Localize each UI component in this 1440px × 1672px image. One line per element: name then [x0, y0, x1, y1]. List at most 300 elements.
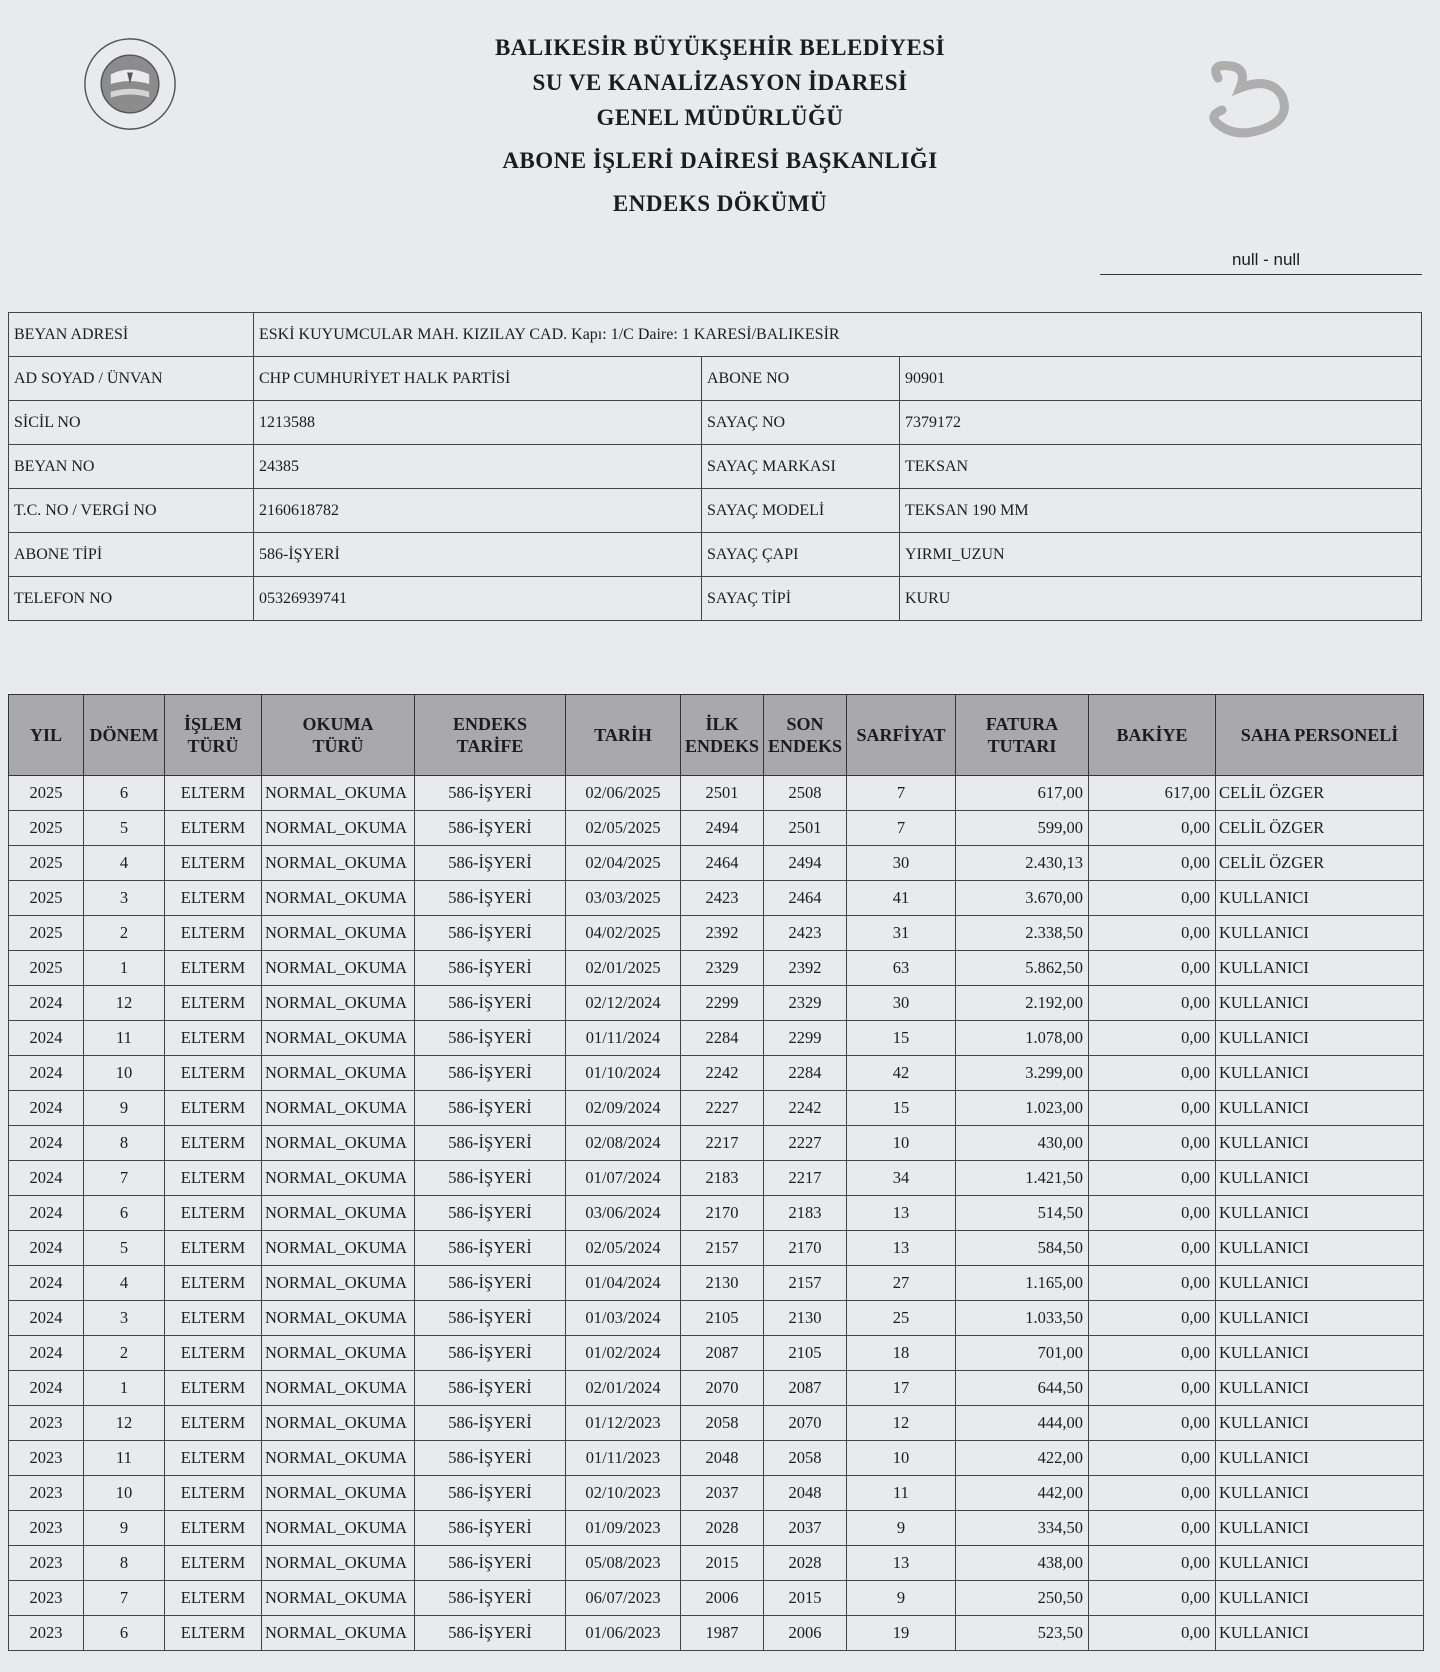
cell-invoice-amount: 3.670,00 — [956, 881, 1089, 916]
cell-reading-type: NORMAL_OKUMA — [262, 1091, 415, 1126]
cell-tariff: 586-İŞYERİ — [415, 1021, 566, 1056]
cell-tariff: 586-İŞYERİ — [415, 1196, 566, 1231]
cell-date: 05/08/2023 — [566, 1546, 681, 1581]
cell-last-index: 2157 — [764, 1266, 847, 1301]
cell-reading-type: NORMAL_OKUMA — [262, 1126, 415, 1161]
cell-consumption: 34 — [847, 1161, 956, 1196]
cell-invoice-amount: 1.078,00 — [956, 1021, 1089, 1056]
cell-reading-type: NORMAL_OKUMA — [262, 1406, 415, 1441]
table-row — [9, 1476, 1424, 1511]
cell-consumption: 7 — [847, 776, 956, 811]
cell-consumption: 9 — [847, 1511, 956, 1546]
table-row — [9, 1056, 1424, 1091]
cell-period: 9 — [84, 1091, 165, 1126]
col-header-operation-type: İŞLEM TÜRÜ — [165, 695, 262, 776]
cell-invoice-amount: 599,00 — [956, 811, 1089, 846]
cell-reading-type: NORMAL_OKUMA — [262, 1616, 415, 1651]
cell-reading-type: NORMAL_OKUMA — [262, 881, 415, 916]
cell-year: 2024 — [9, 1126, 84, 1161]
cell-reading-type: NORMAL_OKUMA — [262, 1196, 415, 1231]
info-value: 586-İŞYERİ — [254, 533, 702, 577]
cell-operation-type: ELTERM — [165, 1056, 262, 1091]
info-value: KURU — [900, 577, 1422, 621]
cell-reading-type: NORMAL_OKUMA — [262, 951, 415, 986]
header-line-municipality: BALIKESİR BÜYÜKŞEHİR BELEDİYESİ — [494, 35, 946, 60]
info-value: 05326939741 — [254, 577, 702, 621]
cell-operation-type: ELTERM — [165, 1196, 262, 1231]
cell-balance: 0,00 — [1089, 1476, 1216, 1511]
cell-consumption: 13 — [847, 1196, 956, 1231]
cell-last-index: 2037 — [764, 1511, 847, 1546]
cell-operation-type: ELTERM — [165, 1441, 262, 1476]
col-header-year: YIL — [9, 695, 84, 776]
cell-year: 2024 — [9, 1371, 84, 1406]
cell-consumption: 30 — [847, 846, 956, 881]
cell-operation-type: ELTERM — [165, 1546, 262, 1581]
cell-reading-type: NORMAL_OKUMA — [262, 776, 415, 811]
info-label: SAYAÇ ÇAPI — [702, 533, 900, 577]
col-header-balance: BAKİYE — [1089, 695, 1216, 776]
info-value: 2160618782 — [254, 489, 702, 533]
info-value: 24385 — [254, 445, 702, 489]
cell-tariff: 586-İŞYERİ — [415, 1056, 566, 1091]
cell-tariff: 586-İŞYERİ — [415, 1511, 566, 1546]
info-label: BEYAN ADRESİ — [9, 313, 254, 357]
cell-first-index: 2087 — [681, 1336, 764, 1371]
cell-date: 02/01/2024 — [566, 1371, 681, 1406]
cell-last-index: 2508 — [764, 776, 847, 811]
cell-tariff: 586-İŞYERİ — [415, 1301, 566, 1336]
info-value: ESKİ KUYUMCULAR MAH. KIZILAY CAD. Kapı: 1/C Daire: 1 KARESİ/BALIKESİR — [254, 313, 1422, 357]
header-line-directorate: GENEL MÜDÜRLÜĞÜ — [596, 105, 844, 130]
cell-balance: 0,00 — [1089, 1301, 1216, 1336]
cell-invoice-amount: 514,50 — [956, 1196, 1089, 1231]
cell-year: 2024 — [9, 1266, 84, 1301]
cell-consumption: 18 — [847, 1336, 956, 1371]
cell-date: 02/08/2024 — [566, 1126, 681, 1161]
cell-year: 2024 — [9, 1091, 84, 1126]
cell-year: 2024 — [9, 1196, 84, 1231]
cell-year: 2023 — [9, 1581, 84, 1616]
cell-tariff: 586-İŞYERİ — [415, 1406, 566, 1441]
cell-period: 7 — [84, 1161, 165, 1196]
cell-consumption: 10 — [847, 1126, 956, 1161]
cell-reading-type: NORMAL_OKUMA — [262, 846, 415, 881]
document-header — [0, 30, 1440, 221]
cell-period: 7 — [84, 1581, 165, 1616]
cell-tariff: 586-İŞYERİ — [415, 951, 566, 986]
table-row — [9, 1441, 1424, 1476]
cell-consumption: 30 — [847, 986, 956, 1021]
cell-operation-type: ELTERM — [165, 951, 262, 986]
info-row — [9, 401, 1422, 445]
cell-invoice-amount: 5.862,50 — [956, 951, 1089, 986]
cell-field-staff: KULLANICI — [1216, 1616, 1424, 1651]
cell-operation-type: ELTERM — [165, 1511, 262, 1546]
cell-field-staff: KULLANICI — [1216, 951, 1424, 986]
info-row — [9, 445, 1422, 489]
cell-invoice-amount: 1.421,50 — [956, 1161, 1089, 1196]
cell-tariff: 586-İŞYERİ — [415, 916, 566, 951]
cell-reading-type: NORMAL_OKUMA — [262, 1511, 415, 1546]
cell-first-index: 2501 — [681, 776, 764, 811]
cell-tariff: 586-İŞYERİ — [415, 881, 566, 916]
cell-operation-type: ELTERM — [165, 846, 262, 881]
table-row — [9, 1266, 1424, 1301]
cell-invoice-amount: 442,00 — [956, 1476, 1089, 1511]
cell-last-index: 2048 — [764, 1476, 847, 1511]
cell-consumption: 19 — [847, 1616, 956, 1651]
col-header-reading-type: OKUMA TÜRÜ — [262, 695, 415, 776]
cell-date: 03/06/2024 — [566, 1196, 681, 1231]
cell-date: 02/04/2025 — [566, 846, 681, 881]
cell-reading-type: NORMAL_OKUMA — [262, 1231, 415, 1266]
cell-field-staff: KULLANICI — [1216, 1126, 1424, 1161]
cell-first-index: 2037 — [681, 1476, 764, 1511]
cell-first-index: 2058 — [681, 1406, 764, 1441]
cell-last-index: 2392 — [764, 951, 847, 986]
cell-consumption: 11 — [847, 1476, 956, 1511]
cell-tariff: 586-İŞYERİ — [415, 811, 566, 846]
cell-period: 5 — [84, 811, 165, 846]
cell-period: 8 — [84, 1126, 165, 1161]
cell-last-index: 2183 — [764, 1196, 847, 1231]
cell-date: 02/01/2025 — [566, 951, 681, 986]
cell-field-staff: KULLANICI — [1216, 1301, 1424, 1336]
cell-date: 01/09/2023 — [566, 1511, 681, 1546]
cell-first-index: 2070 — [681, 1371, 764, 1406]
cell-date: 01/12/2023 — [566, 1406, 681, 1441]
table-header-row — [9, 695, 1424, 776]
table-row — [9, 1021, 1424, 1056]
table-row — [9, 881, 1424, 916]
cell-date: 02/09/2024 — [566, 1091, 681, 1126]
info-value: 7379172 — [900, 401, 1422, 445]
cell-invoice-amount: 1.033,50 — [956, 1301, 1089, 1336]
col-header-last-index: SON ENDEKS — [764, 695, 847, 776]
info-row — [9, 533, 1422, 577]
cell-year: 2025 — [9, 811, 84, 846]
cell-consumption: 13 — [847, 1546, 956, 1581]
cell-first-index: 2006 — [681, 1581, 764, 1616]
cell-first-index: 2157 — [681, 1231, 764, 1266]
cell-period: 10 — [84, 1056, 165, 1091]
cell-period: 10 — [84, 1476, 165, 1511]
cell-period: 1 — [84, 951, 165, 986]
cell-invoice-amount: 2.430,13 — [956, 846, 1089, 881]
cell-tariff: 586-İŞYERİ — [415, 1371, 566, 1406]
cell-operation-type: ELTERM — [165, 916, 262, 951]
info-value: 90901 — [900, 357, 1422, 401]
cell-year: 2023 — [9, 1406, 84, 1441]
table-row — [9, 1196, 1424, 1231]
info-label: TELEFON NO — [9, 577, 254, 621]
cell-field-staff: KULLANICI — [1216, 1441, 1424, 1476]
cell-operation-type: ELTERM — [165, 1161, 262, 1196]
table-row — [9, 811, 1424, 846]
cell-field-staff: KULLANICI — [1216, 916, 1424, 951]
cell-last-index: 2284 — [764, 1056, 847, 1091]
col-header-field-staff: SAHA PERSONELİ — [1216, 695, 1424, 776]
table-row — [9, 1091, 1424, 1126]
cell-consumption: 63 — [847, 951, 956, 986]
cell-date: 02/06/2025 — [566, 776, 681, 811]
cell-invoice-amount: 2.338,50 — [956, 916, 1089, 951]
cell-invoice-amount: 2.192,00 — [956, 986, 1089, 1021]
cell-date: 04/02/2025 — [566, 916, 681, 951]
cell-operation-type: ELTERM — [165, 1336, 262, 1371]
cell-date: 01/11/2023 — [566, 1441, 681, 1476]
cell-date: 02/10/2023 — [566, 1476, 681, 1511]
cell-consumption: 10 — [847, 1441, 956, 1476]
cell-consumption: 12 — [847, 1406, 956, 1441]
cell-last-index: 2170 — [764, 1231, 847, 1266]
cell-invoice-amount: 438,00 — [956, 1546, 1089, 1581]
info-label: AD SOYAD / ÜNVAN — [9, 357, 254, 401]
cell-reading-type: NORMAL_OKUMA — [262, 1161, 415, 1196]
cell-operation-type: ELTERM — [165, 1616, 262, 1651]
info-label: SAYAÇ NO — [702, 401, 900, 445]
table-row — [9, 1231, 1424, 1266]
cell-field-staff: KULLANICI — [1216, 1266, 1424, 1301]
cell-operation-type: ELTERM — [165, 1301, 262, 1336]
cell-tariff: 586-İŞYERİ — [415, 1441, 566, 1476]
cell-first-index: 2392 — [681, 916, 764, 951]
cell-field-staff: KULLANICI — [1216, 986, 1424, 1021]
cell-date: 01/02/2024 — [566, 1336, 681, 1371]
cell-period: 1 — [84, 1371, 165, 1406]
cell-last-index: 2242 — [764, 1091, 847, 1126]
cell-field-staff: KULLANICI — [1216, 1546, 1424, 1581]
cell-consumption: 15 — [847, 1091, 956, 1126]
cell-reading-type: NORMAL_OKUMA — [262, 1266, 415, 1301]
cell-operation-type: ELTERM — [165, 1231, 262, 1266]
cell-first-index: 2284 — [681, 1021, 764, 1056]
cell-tariff: 586-İŞYERİ — [415, 1091, 566, 1126]
cell-balance: 0,00 — [1089, 1406, 1216, 1441]
table-row — [9, 1161, 1424, 1196]
cell-field-staff: KULLANICI — [1216, 1021, 1424, 1056]
cell-period: 11 — [84, 1021, 165, 1056]
table-row — [9, 1301, 1424, 1336]
cell-field-staff: KULLANICI — [1216, 1231, 1424, 1266]
cell-last-index: 2028 — [764, 1546, 847, 1581]
cell-consumption: 7 — [847, 811, 956, 846]
table-row — [9, 1581, 1424, 1616]
info-row — [9, 577, 1422, 621]
cell-field-staff: KULLANICI — [1216, 1511, 1424, 1546]
cell-tariff: 586-İŞYERİ — [415, 776, 566, 811]
cell-field-staff: KULLANICI — [1216, 1196, 1424, 1231]
cell-operation-type: ELTERM — [165, 1266, 262, 1301]
info-label: SİCİL NO — [9, 401, 254, 445]
cell-consumption: 13 — [847, 1231, 956, 1266]
cell-balance: 0,00 — [1089, 1231, 1216, 1266]
cell-period: 3 — [84, 881, 165, 916]
cell-invoice-amount: 617,00 — [956, 776, 1089, 811]
cell-field-staff: CELİL ÖZGER — [1216, 776, 1424, 811]
cell-reading-type: NORMAL_OKUMA — [262, 916, 415, 951]
cell-operation-type: ELTERM — [165, 881, 262, 916]
cell-date: 06/07/2023 — [566, 1581, 681, 1616]
cell-year: 2024 — [9, 1336, 84, 1371]
subscriber-info-table — [8, 312, 1422, 621]
cell-balance: 0,00 — [1089, 1616, 1216, 1651]
document-title: ENDEKS DÖKÜMÜ — [612, 191, 828, 216]
cell-field-staff: KULLANICI — [1216, 1371, 1424, 1406]
cell-operation-type: ELTERM — [165, 1021, 262, 1056]
table-row — [9, 1336, 1424, 1371]
cell-operation-type: ELTERM — [165, 776, 262, 811]
table-row — [9, 1546, 1424, 1581]
cell-reading-type: NORMAL_OKUMA — [262, 811, 415, 846]
cell-field-staff: KULLANICI — [1216, 1406, 1424, 1441]
cell-period: 6 — [84, 1616, 165, 1651]
cell-last-index: 2105 — [764, 1336, 847, 1371]
cell-balance: 0,00 — [1089, 1126, 1216, 1161]
info-value: TEKSAN 190 MM — [900, 489, 1422, 533]
cell-invoice-amount: 422,00 — [956, 1441, 1089, 1476]
cell-period: 6 — [84, 1196, 165, 1231]
cell-last-index: 2501 — [764, 811, 847, 846]
cell-reading-type: NORMAL_OKUMA — [262, 1546, 415, 1581]
table-row — [9, 986, 1424, 1021]
cell-last-index: 2217 — [764, 1161, 847, 1196]
cell-operation-type: ELTERM — [165, 1581, 262, 1616]
cell-year: 2024 — [9, 1301, 84, 1336]
cell-balance: 0,00 — [1089, 1021, 1216, 1056]
cell-reading-type: NORMAL_OKUMA — [262, 1021, 415, 1056]
cell-balance: 0,00 — [1089, 1056, 1216, 1091]
info-value: 1213588 — [254, 401, 702, 445]
cell-invoice-amount: 1.023,00 — [956, 1091, 1089, 1126]
cell-invoice-amount: 644,50 — [956, 1371, 1089, 1406]
cell-first-index: 2028 — [681, 1511, 764, 1546]
index-readings-table — [8, 694, 1424, 1651]
cell-reading-type: NORMAL_OKUMA — [262, 1441, 415, 1476]
cell-first-index: 2464 — [681, 846, 764, 881]
cell-operation-type: ELTERM — [165, 1476, 262, 1511]
cell-consumption: 25 — [847, 1301, 956, 1336]
cell-operation-type: ELTERM — [165, 1371, 262, 1406]
info-value: CHP CUMHURİYET HALK PARTİSİ — [254, 357, 702, 401]
cell-reading-type: NORMAL_OKUMA — [262, 1056, 415, 1091]
cell-balance: 0,00 — [1089, 916, 1216, 951]
cell-year: 2024 — [9, 986, 84, 1021]
cell-reading-type: NORMAL_OKUMA — [262, 1581, 415, 1616]
cell-year: 2023 — [9, 1546, 84, 1581]
col-header-consumption: SARFİYAT — [847, 695, 956, 776]
cell-last-index: 2494 — [764, 846, 847, 881]
cell-consumption: 27 — [847, 1266, 956, 1301]
info-label: SAYAÇ MARKASI — [702, 445, 900, 489]
cell-date: 01/10/2024 — [566, 1056, 681, 1091]
cell-invoice-amount: 334,50 — [956, 1511, 1089, 1546]
cell-first-index: 2048 — [681, 1441, 764, 1476]
info-label: SAYAÇ TİPİ — [702, 577, 900, 621]
info-label: ABONE NO — [702, 357, 900, 401]
cell-date: 02/05/2024 — [566, 1231, 681, 1266]
cell-date: 02/05/2025 — [566, 811, 681, 846]
null-label: null - null — [1100, 250, 1422, 275]
cell-period: 6 — [84, 776, 165, 811]
cell-tariff: 586-İŞYERİ — [415, 1231, 566, 1266]
table-row — [9, 951, 1424, 986]
cell-period: 4 — [84, 1266, 165, 1301]
cell-reading-type: NORMAL_OKUMA — [262, 1301, 415, 1336]
table-row — [9, 1126, 1424, 1161]
cell-first-index: 2299 — [681, 986, 764, 1021]
col-header-period: DÖNEM — [84, 695, 165, 776]
cell-period: 4 — [84, 846, 165, 881]
header-line-administration: SU VE KANALİZASYON İDARESİ — [532, 70, 908, 95]
cell-year: 2025 — [9, 881, 84, 916]
cell-field-staff: CELİL ÖZGER — [1216, 811, 1424, 846]
cell-tariff: 586-İŞYERİ — [415, 1581, 566, 1616]
cell-reading-type: NORMAL_OKUMA — [262, 986, 415, 1021]
cell-invoice-amount: 3.299,00 — [956, 1056, 1089, 1091]
cell-balance: 0,00 — [1089, 1336, 1216, 1371]
cell-consumption: 15 — [847, 1021, 956, 1056]
table-row — [9, 916, 1424, 951]
cell-date: 03/03/2025 — [566, 881, 681, 916]
cell-last-index: 2423 — [764, 916, 847, 951]
cell-field-staff: KULLANICI — [1216, 1336, 1424, 1371]
cell-date: 02/12/2024 — [566, 986, 681, 1021]
table-row — [9, 776, 1424, 811]
cell-operation-type: ELTERM — [165, 1406, 262, 1441]
cell-year: 2024 — [9, 1161, 84, 1196]
cell-year: 2023 — [9, 1616, 84, 1651]
table-row — [9, 1616, 1424, 1651]
cell-balance: 0,00 — [1089, 986, 1216, 1021]
cell-balance: 0,00 — [1089, 1546, 1216, 1581]
cell-last-index: 2464 — [764, 881, 847, 916]
cell-tariff: 586-İŞYERİ — [415, 1266, 566, 1301]
cell-balance: 0,00 — [1089, 1091, 1216, 1126]
cell-balance: 0,00 — [1089, 1581, 1216, 1616]
cell-invoice-amount: 250,50 — [956, 1581, 1089, 1616]
info-label: ABONE TİPİ — [9, 533, 254, 577]
cell-balance: 0,00 — [1089, 881, 1216, 916]
cell-consumption: 41 — [847, 881, 956, 916]
cell-period: 8 — [84, 1546, 165, 1581]
col-header-invoice-amount: FATURA TUTARI — [956, 695, 1089, 776]
cell-field-staff: KULLANICI — [1216, 1581, 1424, 1616]
cell-last-index: 2227 — [764, 1126, 847, 1161]
cell-balance: 0,00 — [1089, 1161, 1216, 1196]
cell-consumption: 9 — [847, 1581, 956, 1616]
cell-last-index: 2058 — [764, 1441, 847, 1476]
table-row — [9, 846, 1424, 881]
cell-period: 12 — [84, 986, 165, 1021]
cell-period: 9 — [84, 1511, 165, 1546]
table-row — [9, 1511, 1424, 1546]
cell-last-index: 2130 — [764, 1301, 847, 1336]
cell-year: 2025 — [9, 776, 84, 811]
col-header-first-index: İLK ENDEKS — [681, 695, 764, 776]
cell-period: 2 — [84, 916, 165, 951]
cell-balance: 0,00 — [1089, 811, 1216, 846]
cell-balance: 0,00 — [1089, 1266, 1216, 1301]
cell-consumption: 31 — [847, 916, 956, 951]
cell-year: 2025 — [9, 916, 84, 951]
cell-tariff: 586-İŞYERİ — [415, 1616, 566, 1651]
cell-year: 2023 — [9, 1511, 84, 1546]
cell-first-index: 2227 — [681, 1091, 764, 1126]
cell-invoice-amount: 444,00 — [956, 1406, 1089, 1441]
cell-last-index: 2329 — [764, 986, 847, 1021]
